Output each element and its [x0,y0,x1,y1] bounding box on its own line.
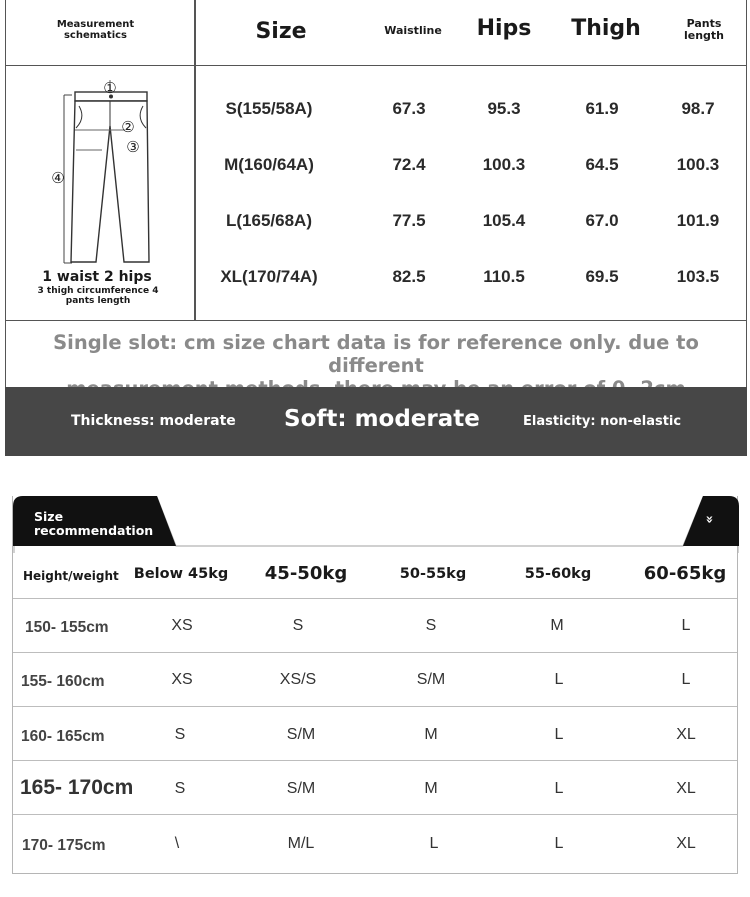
header-thigh: Thigh [571,16,641,41]
header-col-5: 60-65kg [643,563,727,584]
schematic-caption-main: 1 waist 2 hips [42,269,152,285]
size-recommendation-table [12,496,738,874]
size-row [196,155,746,185]
waist-cell: 82.5 [392,267,426,286]
height-label: 160- 165cm [21,728,105,745]
hips-cell: 95.3 [487,99,521,118]
size-value: S/M [286,726,316,743]
size-cell: M(160/64A) [224,155,314,174]
marker-thigh: ③ [126,138,140,156]
header-hips: Hips [476,16,532,41]
header-col-2: 45-50kg [264,563,348,584]
marker-hips: ② [121,118,135,136]
size-value: M [424,780,438,797]
length-cell: 101.9 [676,211,720,230]
size-cell: S(155/58A) [225,99,313,118]
header-size: Size [255,19,307,44]
schematic-caption-sub: 3 thigh circumference 4 pants length [37,286,159,307]
reference-note [6,320,746,387]
title-line-2: recommendation [34,523,154,538]
size-value: L [554,835,564,852]
size-value: L [554,671,564,688]
recommendation-row [13,815,737,869]
size-value: L [681,617,691,634]
thickness-label: Thickness: moderate [71,413,236,429]
fabric-properties-bar [5,387,747,456]
size-value: M [424,726,438,743]
header-schematics: Measurement schematics [56,19,135,41]
size-value: XS/S [279,671,317,688]
height-label: 150- 155cm [25,619,109,636]
size-value: L [681,671,691,688]
height-label: 155- 160cm [21,673,105,690]
height-label: 170- 175cm [22,837,106,854]
size-value: M [550,617,564,634]
size-chart [5,0,747,456]
title-line-1: Size [34,509,64,524]
size-value: S [174,726,186,743]
size-cell: L(165/68A) [226,211,312,230]
elasticity-label: Elasticity: non-elastic [523,414,682,429]
recommendation-row [13,761,737,815]
hips-cell: 100.3 [482,155,526,174]
thigh-cell: 69.5 [585,267,619,286]
softness-label: Soft: moderate [284,406,480,432]
hips-cell: 110.5 [483,267,525,286]
size-cell: XL(170/74A) [220,267,318,286]
waist-cell: 77.5 [392,211,426,230]
recommendation-row [13,599,737,653]
size-value: M/L [287,835,315,852]
header-waistline: Waistline [384,24,442,37]
header-pants-length: Pants length [683,17,725,42]
double-chevron-down-icon[interactable] [701,513,717,526]
size-value: XL [676,780,696,797]
height-label: 165- 170cm [20,776,134,799]
size-value: XS [171,671,193,688]
waist-cell: 72.4 [392,155,426,174]
size-row [196,99,746,129]
size-value: S/M [416,671,446,688]
pants-diagram [6,66,194,266]
size-value: L [554,780,564,797]
header-col-3: 50-55kg [399,566,467,582]
header-height-weight: Height/weight [23,569,119,583]
size-value: S [292,617,304,634]
thigh-cell: 61.9 [585,99,619,118]
waist-cell: 67.3 [392,99,426,118]
size-row [196,267,746,297]
size-value: S/M [286,780,316,797]
recommendation-row [13,707,737,761]
size-row [196,211,746,241]
measurement-schematic [6,66,194,320]
recommendation-header-row [13,553,737,599]
size-value: S [425,617,437,634]
note-line-1: Single slot: cm size chart data is for reference only. due to different [53,331,699,377]
length-cell: 103.5 [676,267,720,286]
size-value: \ [174,835,180,852]
recommendation-row [13,653,737,707]
size-value: L [554,726,564,743]
length-cell: 98.7 [681,99,715,118]
marker-waist: ① [103,79,117,97]
header-col-4: 55-60kg [524,566,592,582]
hips-cell: 105.4 [482,211,526,230]
thigh-cell: 64.5 [585,155,619,174]
length-cell: 100.3 [676,155,720,174]
size-value: XS [171,617,193,634]
recommendation-title [34,510,153,538]
size-value: XL [676,726,696,743]
size-value: XL [676,835,696,852]
size-chart-header [6,0,746,66]
marker-length: ④ [51,169,65,187]
size-value: L [429,835,439,852]
thigh-cell: 67.0 [585,211,619,230]
size-value: S [174,780,186,797]
header-col-1: Below 45kg [133,566,229,582]
chevron-glyph: » [701,515,717,524]
